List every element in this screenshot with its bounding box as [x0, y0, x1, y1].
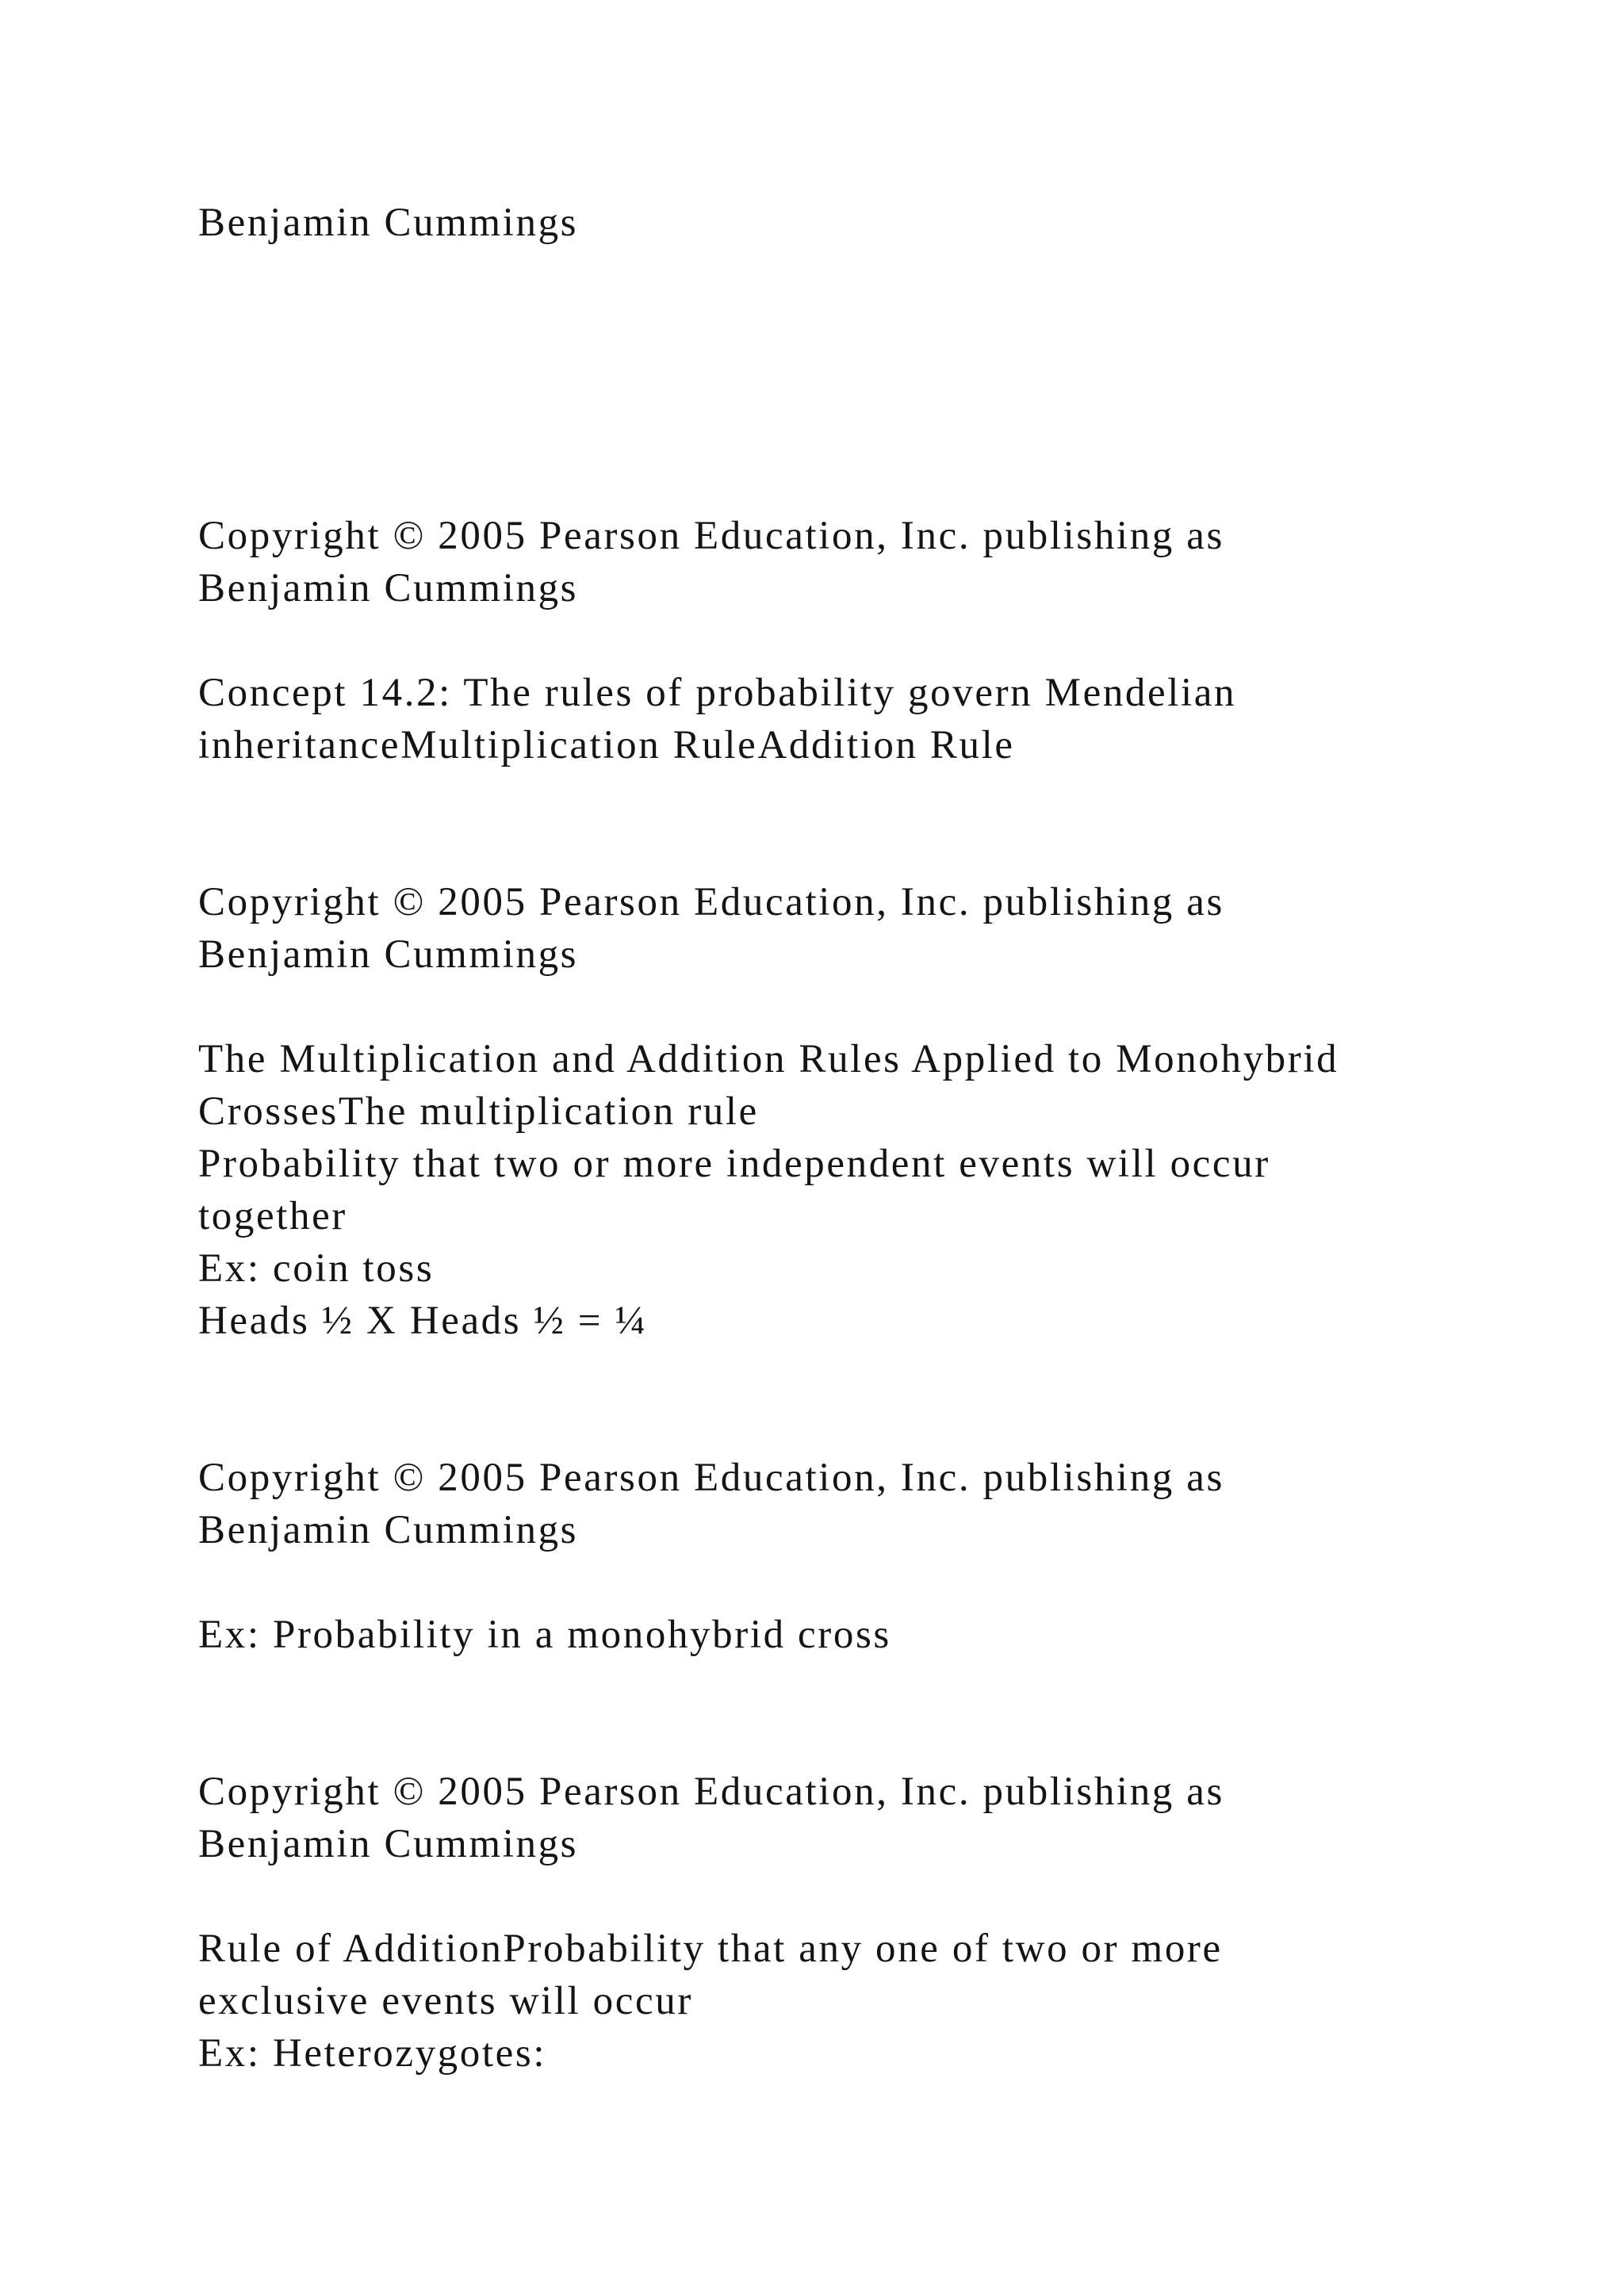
text-line: Benjamin Cummings [198, 1508, 579, 1552]
copyright-line: Copyright © 2005 Pearson Education, Inc. publishing as [198, 514, 1224, 558]
slide-heading-line: Rule of AdditionProbability that any one of two or more [198, 1927, 1223, 1971]
text-line: Probability that two or more independent events will occur [198, 1142, 1270, 1186]
text-line: Benjamin Cummings [198, 1822, 579, 1866]
text-line: Ex: Heterozygotes: [198, 2031, 547, 2076]
text-line: CrossesThe multiplication rule [198, 1089, 759, 1134]
text-line: exclusive events will occur [198, 1979, 693, 2023]
copyright-line: Copyright © 2005 Pearson Education, Inc. publishing as [198, 1456, 1224, 1500]
copyright-line: Copyright © 2005 Pearson Education, Inc. publishing as [198, 1770, 1224, 1814]
slide-heading-line: The Multiplication and Addition Rules Applied to Monohybrid [198, 1037, 1339, 1081]
slide-heading-line: Concept 14.2: The rules of probability govern Mendelian [198, 671, 1237, 715]
slide-heading-line: Ex: Probability in a monohybrid cross [198, 1613, 891, 1657]
text-line: Benjamin Cummings [198, 932, 579, 977]
text-line: Benjamin Cummings [198, 566, 579, 610]
text-line: together [198, 1194, 347, 1238]
text-line: Ex: coin toss [198, 1246, 435, 1291]
formula-line: Heads ½ X Heads ½ = ¼ [198, 1299, 648, 1343]
copyright-line: Copyright © 2005 Pearson Education, Inc. publishing as [198, 880, 1224, 924]
slide-heading-line: inheritanceMultiplication RuleAddition Rule [198, 723, 1015, 767]
text-line: Benjamin Cummings [198, 201, 579, 245]
